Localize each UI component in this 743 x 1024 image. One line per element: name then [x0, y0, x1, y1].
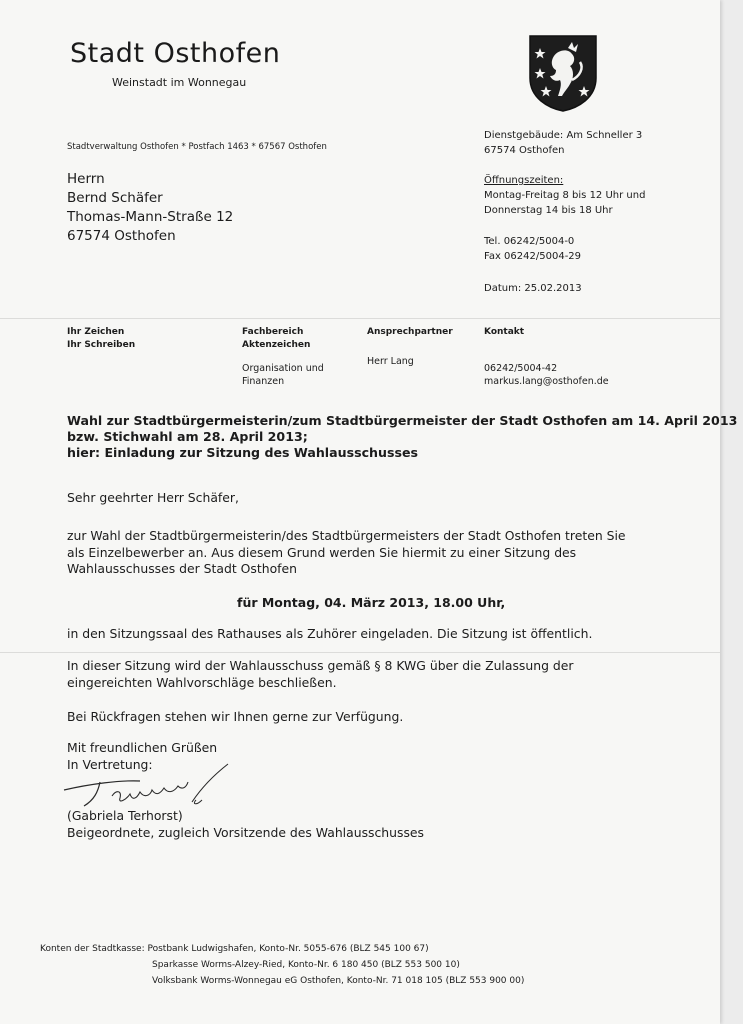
ref-value: Finanzen: [242, 376, 285, 387]
org-name: Stadt Osthofen: [70, 38, 281, 69]
paragraph-2: in den Sitzungssaal des Rathauses als Zuhörer eingeladen. Die Sitzung ist öffentlich.: [67, 626, 593, 641]
ref-label: Ihr Zeichen: [67, 327, 125, 337]
ref-fachbereich-value: [242, 362, 324, 388]
ref-label: Ihr Schreiben: [67, 340, 136, 350]
ref-ihr-zeichen: [67, 326, 135, 352]
body-line: Wahlausschusses der Stadt Osthofen: [67, 561, 297, 576]
footer-bank-line: [40, 944, 429, 954]
org-subtitle: Weinstadt im Wonnegau: [112, 76, 247, 89]
recipient-city: 67574 Osthofen: [67, 228, 176, 244]
ref-kontakt-value: [484, 362, 609, 388]
opening-hours-line: Donnerstag 14 bis 18 Uhr: [484, 205, 613, 216]
signer-name: (Gabriela Terhorst): [67, 808, 183, 823]
ref-contact-email: markus.lang@osthofen.de: [484, 376, 609, 387]
body-line: In dieser Sitzung wird der Wahlausschuss gemäß § 8 KWG über die Zulassung der: [67, 658, 574, 673]
paragraph-1: [67, 528, 626, 578]
greeting: Sehr geehrter Herr Schäfer,: [67, 490, 239, 505]
ref-fachbereich: [242, 326, 310, 352]
ref-label: Fachbereich: [242, 327, 304, 337]
closing: Mit freundlichen Grüßen: [67, 740, 218, 755]
ref-kontakt: Kontakt: [484, 327, 525, 337]
recipient-salutation: Herrn: [67, 171, 105, 187]
letter-date: Datum: 25.02.2013: [484, 283, 582, 294]
fold-line: [0, 318, 720, 319]
footer-bank: Postbank Ludwigshafen, Konto-Nr. 5055-676 (BLZ 545 100 67): [147, 944, 429, 954]
signer-role: Beigeordnete, zugleich Vorsitzende des Wahlausschusses: [67, 825, 424, 840]
footer-label: Konten der Stadtkasse:: [40, 944, 145, 954]
ref-ansprechpartner: Ansprechpartner: [367, 327, 453, 337]
office-building: Dienstgebäude: Am Schneller 3: [484, 130, 643, 141]
opening-hours-line: Montag-Freitag 8 bis 12 Uhr und: [484, 190, 646, 201]
paragraph-3: [67, 658, 573, 691]
subject-line: bzw. Stichwahl am 28. April 2013;: [67, 429, 308, 444]
ref-contact-phone: 06242/5004-42: [484, 363, 558, 374]
coat-of-arms-icon: [528, 34, 598, 112]
subject-line: hier: Einladung zur Sitzung des Wahlausschusses: [67, 445, 419, 460]
ref-ansprechpartner-value: Herr Lang: [367, 356, 414, 367]
fold-line: [0, 652, 720, 653]
ref-value: Organisation und: [242, 363, 324, 374]
letter-subject: [67, 413, 737, 461]
ref-label: Aktenzeichen: [242, 340, 311, 350]
footer-bank: Volksbank Worms-Wonnegau eG Osthofen, Konto-Nr. 71 018 105 (BLZ 553 900 00): [152, 976, 525, 986]
sender-line: Stadtverwaltung Osthofen * Postfach 1463 * 67567 Osthofen: [67, 142, 327, 152]
meeting-date: für Montag, 04. März 2013, 18.00 Uhr,: [237, 595, 506, 610]
body-line: eingereichten Wahlvorschläge beschließen.: [67, 674, 337, 690]
office-fax: Fax 06242/5004-29: [484, 251, 582, 262]
deputy-note: In Vertretung:: [67, 757, 153, 772]
body-line: zur Wahl der Stadtbürgermeisterin/des Stadtbürgermeisters der Stadt Osthofen treten Sie: [67, 528, 626, 543]
footer-bank: Sparkasse Worms-Alzey-Ried, Konto-Nr. 6 180 450 (BLZ 553 500 10): [152, 960, 460, 970]
opening-hours-label: Öffnungszeiten:: [484, 175, 564, 186]
recipient-name: Bernd Schäfer: [67, 190, 163, 206]
paragraph-4: Bei Rückfragen stehen wir Ihnen gerne zur Verfügung.: [67, 709, 404, 724]
subject-line: Wahl zur Stadtbürgermeisterin/zum Stadtbürgermeister der Stadt Osthofen am 14. April 2013: [67, 413, 738, 428]
office-phone: Tel. 06242/5004-0: [484, 236, 575, 247]
body-line: als Einzelbewerber an. Aus diesem Grund werden Sie hiermit zu einer Sitzung des: [67, 544, 577, 560]
recipient-address: [67, 170, 327, 246]
recipient-street: Thomas-Mann-Straße 12: [67, 209, 234, 225]
office-city: 67574 Osthofen: [484, 145, 565, 156]
